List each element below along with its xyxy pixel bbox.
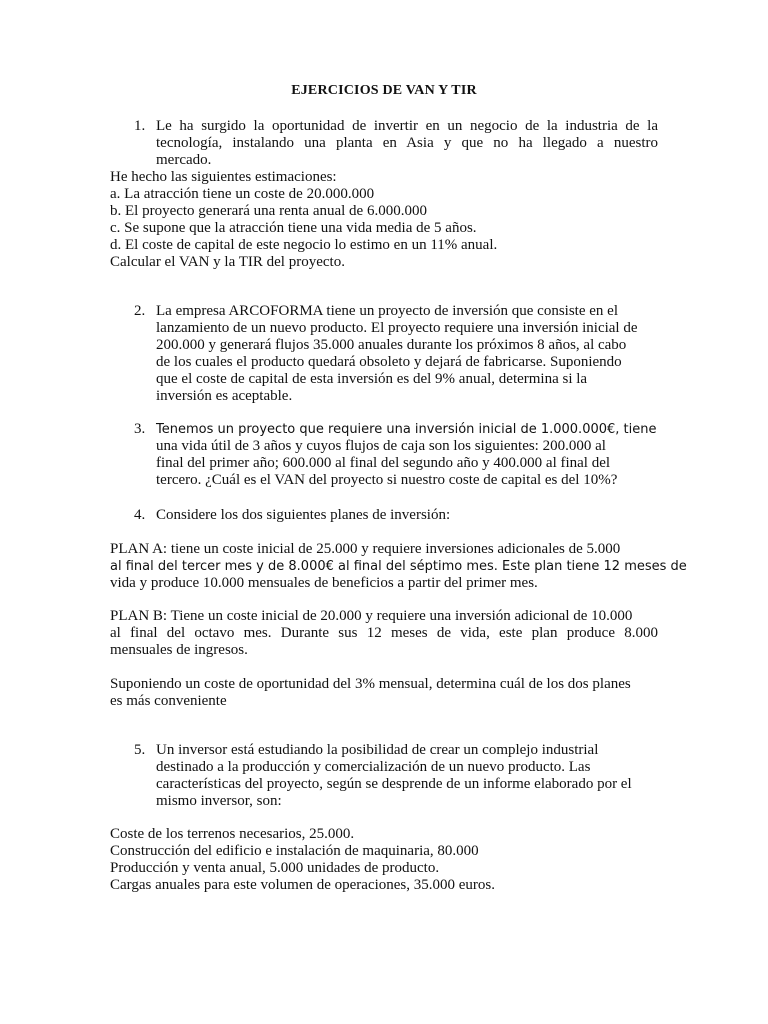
plan-a-line-2-text: al final del tercer mes y de 8.000€ al final del séptimo mes. Este plan tiene 12 meses de bbox=[110, 559, 687, 574]
plan-b-line-2: al final del octavo mes. Durante sus 12 meses de vida, este plan produce 8.000 bbox=[110, 625, 658, 641]
exercise-5-detail-1: Coste de los terrenos necesarios, 25.000. bbox=[110, 826, 355, 842]
exercise-1-number: 1. bbox=[134, 118, 146, 134]
exercise-5-line-2: destinado a la producción y comercialización de un nuevo producto. Las bbox=[156, 759, 591, 775]
exercise-5-detail-3: Producción y venta anual, 5.000 unidades de producto. bbox=[110, 860, 440, 876]
exercise-3-number: 3. bbox=[134, 421, 146, 437]
plan-a-line-1: PLAN A: tiene un coste inicial de 25.000 y requiere inversiones adicionales de 5.000 bbox=[110, 541, 621, 557]
exercise-2-line-1: La empresa ARCOFORMA tiene un proyecto de inversión que consiste en el bbox=[156, 303, 618, 319]
exercise-2-number: 2. bbox=[134, 303, 146, 319]
plan-b-line-3: mensuales de ingresos. bbox=[110, 642, 248, 658]
exercise-1-detail-b: b. El proyecto generará una renta anual de 6.000.000 bbox=[110, 203, 427, 219]
exercise-1-detail-d: d. El coste de capital de este negocio lo estimo en un 11% anual. bbox=[110, 237, 498, 253]
exercise-5-detail-2: Construcción del edificio e instalación de maquinaria, 80.000 bbox=[110, 843, 479, 859]
plan-a-line-3: vida y produce 10.000 mensuales de beneficios a partir del primer mes. bbox=[110, 575, 538, 591]
exercise-5-number: 5. bbox=[134, 742, 146, 758]
exercise-4-number: 4. bbox=[134, 507, 146, 523]
exercise-5-line-3: características del proyecto, según se desprende de un informe elaborado por el bbox=[156, 776, 632, 792]
exercise-1-line-3: mercado. bbox=[156, 152, 212, 168]
exercise-5-line-4: mismo inversor, son: bbox=[156, 793, 282, 809]
exercise-1-question: Calcular el VAN y la TIR del proyecto. bbox=[110, 254, 345, 270]
exercise-1-line-1: Le ha surgido la oportunidad de invertir en un negocio de la industria de la bbox=[156, 118, 658, 134]
plan-b-line-1: PLAN B: Tiene un coste inicial de 20.000 y requiere una inversión adicional de 10.000 bbox=[110, 608, 633, 624]
exercise-1-detail-c: c. Se supone que la atracción tiene una vida media de 5 años. bbox=[110, 220, 477, 236]
exercise-1-line-2: tecnología, instalando una planta en Asia y que no ha llegado a nuestro bbox=[156, 135, 658, 151]
exercise-1-detail-intro: He hecho las siguientes estimaciones: bbox=[110, 169, 337, 185]
plan-a-line-2 bbox=[110, 558, 687, 575]
page-title: EJERCICIOS DE VAN Y TIR bbox=[291, 83, 477, 98]
exercise-2-line-2: lanzamiento de un nuevo producto. El proyecto requiere una inversión inicial de bbox=[156, 320, 638, 336]
exercise-5-detail-4: Cargas anuales para este volumen de operaciones, 35.000 euros. bbox=[110, 877, 496, 893]
exercise-2-line-4: de los cuales el producto quedará obsoleto y dejará de fabricarse. Suponiendo bbox=[156, 354, 622, 370]
exercise-3-line-3: final del primer año; 600.000 al final del segundo año y 400.000 al final del bbox=[156, 455, 611, 471]
exercise-4-line-1: Considere los dos siguientes planes de inversión: bbox=[156, 507, 451, 523]
exercise-3-line-4: tercero. ¿Cuál es el VAN del proyecto si nuestro coste de capital es del 10%? bbox=[156, 472, 618, 488]
exercise-2-line-5: que el coste de capital de esta inversión es del 9% anual, determina si la bbox=[156, 371, 588, 387]
exercise-3-line-1: Tenemos un proyecto que requiere una inversión inicial de 1.000.000€, tiene bbox=[156, 422, 657, 437]
exercise-4-conclusion-line-2: es más conveniente bbox=[110, 693, 227, 709]
exercise-2-line-3: 200.000 y generará flujos 35.000 anuales durante los próximos 8 años, al cabo bbox=[156, 337, 627, 353]
exercise-1-detail-a: a. La atracción tiene un coste de 20.000.000 bbox=[110, 186, 375, 202]
exercise-2-line-6: inversión es aceptable. bbox=[156, 388, 293, 404]
exercise-4-conclusion-line-1: Suponiendo un coste de oportunidad del 3% mensual, determina cuál de los dos planes bbox=[110, 676, 631, 692]
exercise-5-line-1: Un inversor está estudiando la posibilidad de crear un complejo industrial bbox=[156, 742, 599, 758]
exercise-3-line-2: una vida útil de 3 años y cuyos flujos de caja son los siguientes: 200.000 al bbox=[156, 438, 606, 454]
